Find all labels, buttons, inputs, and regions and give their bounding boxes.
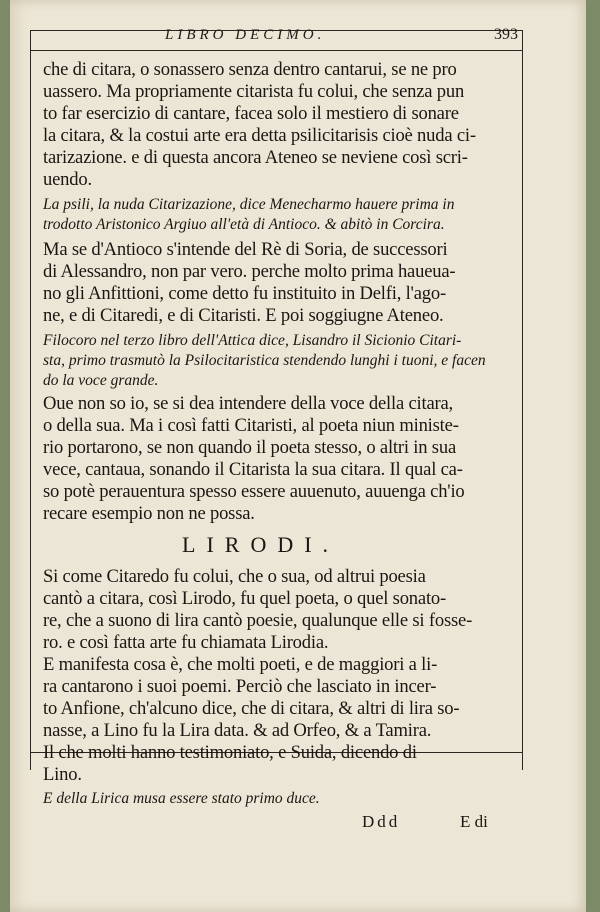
text-line: uassero. Ma propriamente citarista fu colui, che senza pun: [43, 81, 465, 102]
text-line: Ma se d'Antioco s'intende del Rè di Soria, de successori: [43, 239, 448, 260]
text-line: Si come Citaredo fu colui, che o sua, od altrui poesia: [43, 566, 426, 587]
text-line: di Alessandro, non par vero. perche molto prima haueua-: [43, 261, 456, 282]
text-line: no gli Anfittioni, come detto fu instituito in Delfi, l'ago-: [43, 283, 446, 304]
text-line: vece, cantaua, sonando il Citarista la sua citara. Il qual ca-: [43, 459, 463, 480]
frame-right-rule: [522, 30, 523, 770]
text-line: la citara, & la costui arte era detta psilicitarisis cioè nuda ci-: [43, 125, 476, 146]
frame-left-rule: [30, 30, 31, 770]
text-line: rio portarono, se non quando il poeta stesso, o altri in sua: [43, 437, 456, 458]
text-line: uendo.: [43, 169, 92, 190]
text-line: ra cantarono i suoi poemi. Perciò che lasciato in incer-: [43, 676, 437, 697]
quotation-line: E della Lirica musa essere stato primo duce.: [43, 790, 320, 807]
quotation-line: sta, primo trasmutò la Psilocitaristica stendendo lunghi i tuoni, e facen: [43, 352, 486, 369]
text-line: Lino.: [43, 764, 82, 785]
text-line: tarizazione. e di questa ancora Ateneo se neviene così scri-: [43, 147, 468, 168]
book-page: [10, 0, 586, 912]
page-header: [40, 27, 520, 49]
text-line: re, che a suono di lira cantò poesie, qualunque elle si fosse-: [43, 610, 473, 631]
text-line: so potè perauentura spesso essere auuenuto, auuenga ch'io: [43, 481, 465, 502]
quotation-line: trodotto Aristonico Argiuo all'età di Antioco. & abitò in Corcira.: [43, 216, 445, 233]
catchword: E di: [460, 812, 488, 831]
text-line: to far esercizio di cantare, facea solo il mestiero di sonare: [43, 103, 459, 124]
text-line: o della sua. Ma i così fatti Citaristi, al poeta niun ministe-: [43, 415, 459, 436]
quotation-line: Filocoro nel terzo libro dell'Attica dice, Lisandro il Sicionio Citari-: [43, 332, 462, 349]
text-line: to Anfione, ch'alcuno dice, che di citara, & altri di lira so-: [43, 698, 460, 719]
text-line: Il che molti hanno testimoniato, e Suida, dicendo di: [43, 742, 417, 763]
text-line: Oue non so io, se si dea intendere della voce della citara,: [43, 393, 454, 414]
text-line: recare esempio non ne possa.: [43, 503, 255, 524]
header-rule: [30, 50, 523, 51]
text-line: ne, e di Citaredi, e di Citaristi. E poi soggiugne Ateneo.: [43, 305, 444, 326]
quotation-line: La psili, la nuda Citarizazione, dice Menecharmo hauere prima in: [43, 196, 455, 213]
text-line: cantò a citara, così Lirodo, fu quel poeta, o quel sonato-: [43, 588, 447, 609]
text-line: E manifesta cosa è, che molti poeti, e de maggiori a li-: [43, 654, 438, 675]
section-title: LIRODI.: [182, 532, 340, 557]
page-number: 393: [494, 26, 518, 43]
quotation-line: do la voce grande.: [43, 372, 159, 389]
text-line: che di citara, o sonassero senza dentro cantarui, se ne pro: [43, 59, 457, 80]
page-footer: [40, 812, 520, 836]
text-line: ro. e così fatta arte fu chiamata Lirodia.: [43, 632, 329, 653]
text-line: nasse, a Lino fu la Lira data. & ad Orfeo, & a Tamira.: [43, 720, 432, 741]
signature-mark: Ddd: [362, 812, 401, 831]
running-head: LIBRO DECIMO.: [165, 27, 326, 43]
